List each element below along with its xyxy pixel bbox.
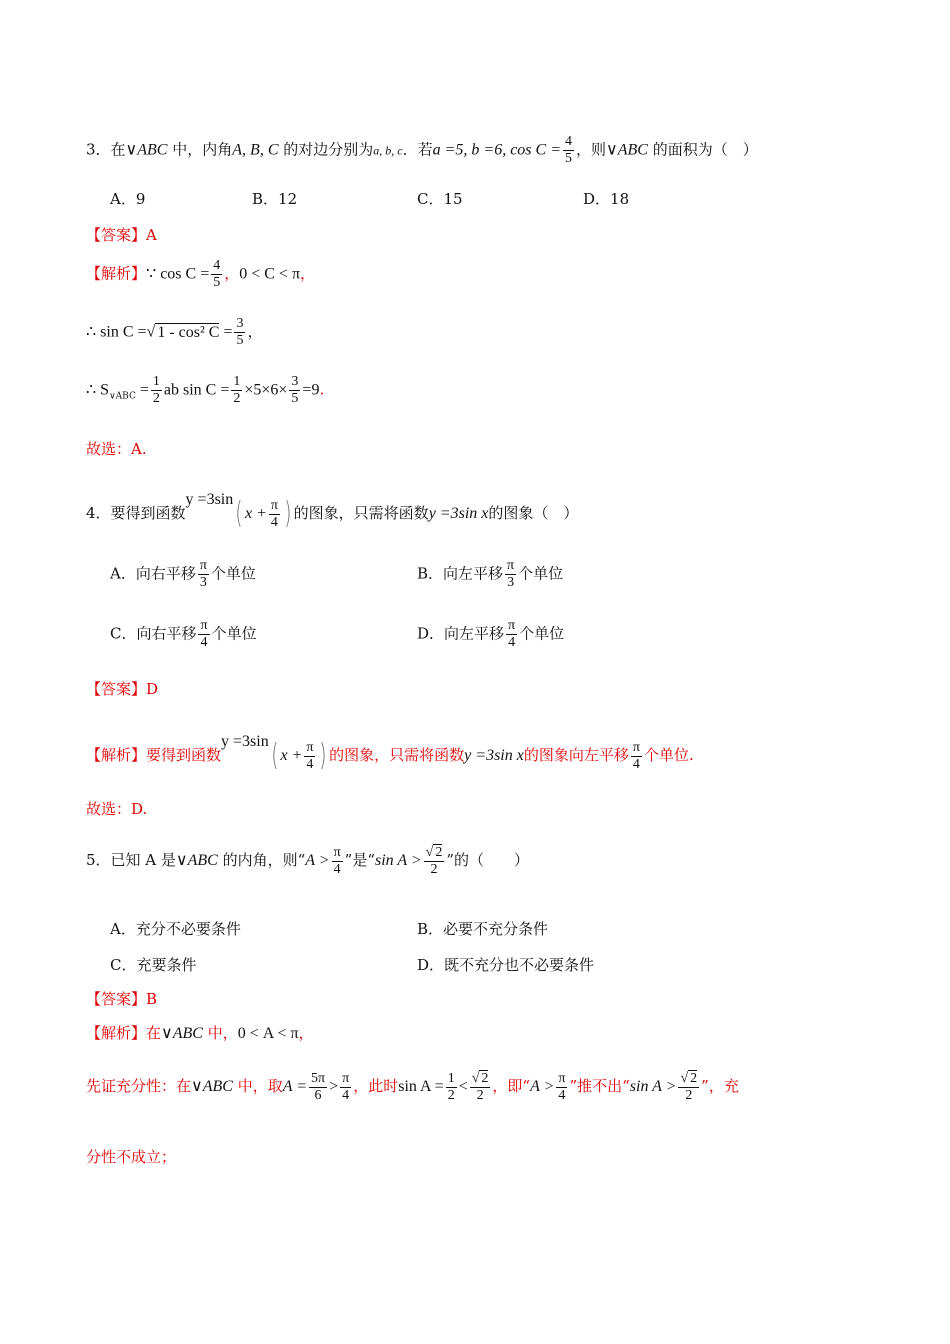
q3-frac-3-5: $\frac{3}{5}$ [236, 316, 244, 348]
q5-stem: 5．已知 A 是∨ABC 的内角，则“A > $\frac{\pi}{4}$ ”是“sin A > $\frac{√ 2}{2}$ ”的（ ） [86, 844, 530, 877]
q3-analysis-line1: 【解析】∵ cos C = $\frac{4}{5}$ ，0 < C < π， [86, 258, 316, 290]
q3-option-c: C．15 [417, 190, 463, 208]
q3-frac-1-2b: $\frac{1}{2}$ [233, 374, 241, 406]
q5-analysis-line2: 先证充分性：在∨ABC 中，取A = $\frac{5\pi}{6}$ > $\frac{\pi}{4}$ ，此时sin A = $\frac{1}{2}$ < $\frac{√ 2}{2}$ ，即“A > $\frac{\pi}{4}$ ”推不出“sin A > $\frac{√ 2}{2}$ ”，充 [86, 1070, 739, 1103]
q3-stem-fraction: $\frac{4}{5}$ [565, 134, 572, 166]
q4-option-b-frac: $\frac{\pi}{3}$ [507, 558, 515, 590]
q4-analysis: 【解析】要得到函数y =3sin( x + $\frac{\pi}{4}$ ) 的图象，只需将函数y =3sin x的图象向左平移 $\frac{\pi}{4}$ 个单位. [86, 733, 694, 773]
q5-frac-1-2: $\frac{1}{2}$ [447, 1070, 455, 1103]
q4-analysis-frac2: $\frac{\pi}{4}$ [632, 739, 640, 772]
q4-stem-frac: $\frac{\pi}{4}$ [270, 497, 278, 530]
q5-stem-frac2: $\frac{√ 2}{2}$ [425, 844, 443, 877]
q5-answer: 【答案】B [86, 990, 158, 1008]
q5-frac-sqrt2-2b: $\frac{√ 2}{2}$ [680, 1070, 698, 1103]
q4-analysis-frac: $\frac{\pi}{4}$ [306, 739, 314, 772]
q4-stem: 4．要得到函数y =3sin( x + $\frac{\pi}{4}$ ) 的图象，只需将函数y =3sin x的图象（ ） [86, 491, 579, 531]
q4-option-b: B．向左平移 $\frac{\pi}{3}$ 个单位 [417, 558, 564, 590]
q5-option-d: D．既不充分也不必要条件 [417, 956, 595, 974]
q4-option-d: D．向左平移 $\frac{\pi}{4}$ 个单位 [417, 618, 565, 650]
q4-option-a: A．向右平移 $\frac{\pi}{3}$ 个单位 [110, 558, 256, 590]
q4-option-c-frac: $\frac{\pi}{4}$ [200, 618, 208, 650]
q5-stem-frac1: $\frac{\pi}{4}$ [333, 844, 341, 877]
q3-analysis-line2: ∴ sin C =√ 1 - cos² C = $\frac{3}{5}$ ， [86, 316, 263, 348]
q5-analysis-line1: 【解析】在∨ABC 中，0 < A < π， [86, 1024, 314, 1042]
q3-frac-1-2a: $\frac{1}{2}$ [152, 374, 160, 406]
q4-answer: 【答案】D [86, 680, 159, 698]
q5-option-c: C．充要条件 [110, 956, 197, 974]
q3-answer: 【答案】A [86, 226, 157, 244]
q4-option-c: C．向右平移 $\frac{\pi}{4}$ 个单位 [110, 618, 257, 650]
q5-frac-pi-4b: $\frac{\pi}{4}$ [558, 1070, 566, 1103]
q5-option-b: B．必要不充分条件 [417, 920, 549, 938]
q5-frac-5pi-6: $\frac{5\pi}{6}$ [311, 1070, 326, 1103]
q4-option-d-frac: $\frac{\pi}{4}$ [508, 618, 516, 650]
q4-option-a-frac: $\frac{\pi}{3}$ [199, 558, 207, 590]
q3-stem: 3．在∨ABC 中，内角A, B, C 的对边分别为a, b, c．若a =5, b =6, cos C = $\frac{4}{5}$ ，则∨ABC 的面积为（ ） [86, 134, 758, 166]
q5-analysis-line3: 分性不成立； [86, 1148, 177, 1166]
q5-option-a: A．充分不必要条件 [110, 920, 241, 938]
q4-final: 故选：D. [86, 800, 148, 818]
q3-final: 故选：A. [86, 440, 147, 458]
q3-frac-3-5b: $\frac{3}{5}$ [291, 374, 299, 406]
q5-frac-sqrt2-2a: $\frac{√ 2}{2}$ [471, 1070, 489, 1103]
q3-option-d: D．18 [583, 190, 630, 208]
q3-option-a: A．9 [110, 190, 146, 208]
q3-analysis-line3: ∴ $S_{\vee ABC}$ = $\frac{1}{2}$ ab sin C = $\frac{1}{2}$ ×5×6× $\frac{3}{5}$ =9. [86, 374, 325, 406]
q3-option-b: B．12 [252, 190, 298, 208]
q5-frac-pi-4a: $\frac{\pi}{4}$ [342, 1070, 350, 1103]
q3-frac-4-5: $\frac{4}{5}$ [213, 258, 221, 290]
